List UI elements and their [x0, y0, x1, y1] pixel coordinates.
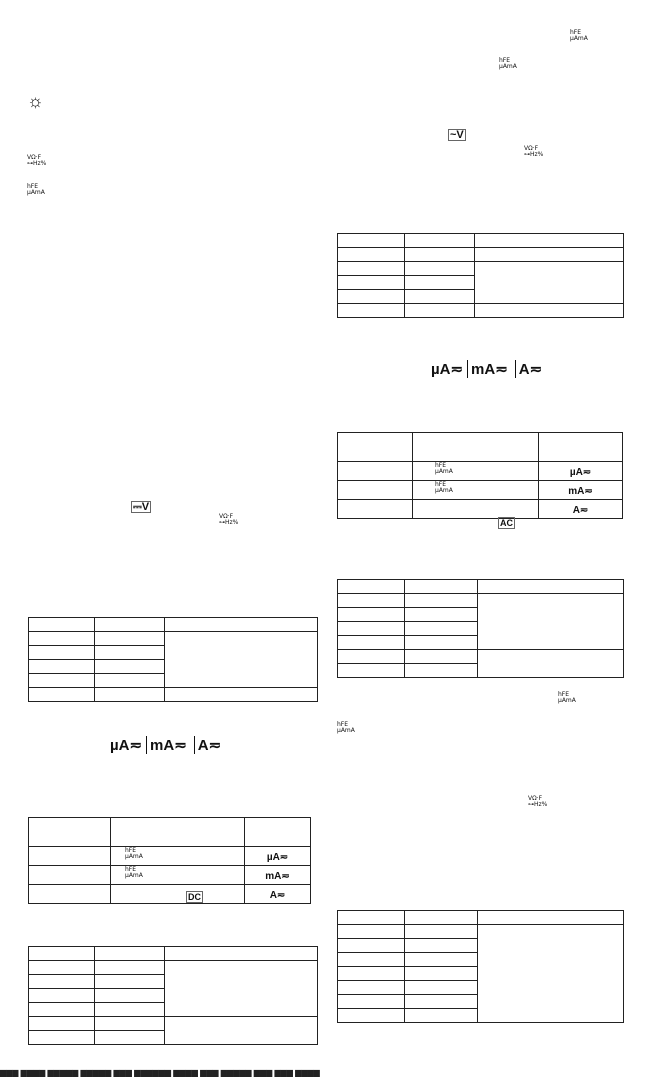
amp-symbol: A≂ — [194, 736, 224, 754]
footer-text: ▆▆▆ ▆▆▆▆ ▆▆▆▆▆ ▆▆▆▆▆ ▆▆▆ ▆▆▆▆▆▆ ▆▆▆▆ ▆▆▆ ▆▆▆▆▆ ▆▆▆ ▆▆▆ ▆▆▆▆ — [0, 1068, 320, 1077]
microamp-symbol: µA≂ — [266, 852, 289, 863]
ac-mode-label: AC — [500, 518, 513, 528]
milliamp-symbol: mA≂ — [467, 360, 511, 378]
hfe-icon — [435, 463, 453, 475]
amp-symbol: A≂ — [515, 360, 545, 378]
hfe-icon-bottom: µAmA — [125, 872, 143, 879]
hfe-icon-bottom: µAmA — [570, 35, 588, 42]
hfe-icon — [558, 692, 576, 704]
hfe-icon-bottom: µAmA — [27, 189, 45, 196]
hfe-icon — [499, 58, 517, 70]
spec-table-3 — [337, 233, 624, 318]
vohz-icon-top: VΩ·F — [524, 145, 539, 152]
spec-table-4 — [337, 579, 624, 678]
hfe-icon-bottom: µAmA — [337, 727, 355, 734]
current-jack-table-2 — [337, 432, 623, 519]
hfe-icon-top: hFE — [499, 57, 511, 64]
vohz-icon-bottom: ⊶Hz% — [219, 519, 239, 526]
dcv-icon — [131, 501, 151, 513]
milliamp-symbol: mA≂ — [146, 736, 190, 754]
hfe-icon-bottom: µAmA — [125, 853, 143, 860]
microamp-symbol: µA≂ — [431, 361, 464, 378]
dc-mode-label: DC — [188, 892, 201, 902]
current-jack-table-1 — [28, 817, 311, 904]
spec-table-2 — [28, 946, 318, 1045]
vohz-icon-bottom: ⊶Hz% — [524, 151, 544, 158]
hfe-icon-bottom: µAmA — [558, 697, 576, 704]
hfe-icon-bottom: µAmA — [499, 63, 517, 70]
vohz-icon — [219, 514, 238, 526]
vohz-icon-bottom: ⊶Hz% — [528, 801, 548, 808]
vohz-icon-bottom: ⊶Hz% — [27, 160, 47, 167]
hfe-icon-bottom: µAmA — [435, 468, 453, 475]
hfe-icon — [125, 867, 143, 879]
hfe-icon-top: hFE — [125, 847, 137, 854]
hfe-icon-top: hFE — [435, 462, 447, 469]
vohz-icon-top: VΩ·F — [219, 513, 234, 520]
amp-symbol: A≂ — [572, 505, 589, 516]
vohz-icon — [528, 796, 547, 808]
vohz-icon-top: VΩ·F — [528, 795, 543, 802]
vohz-icon — [27, 155, 46, 167]
milliamp-symbol: mA≂ — [265, 871, 290, 882]
microamp-symbol: µA≂ — [110, 737, 143, 754]
dcv-icon-label: ⎓V — [133, 501, 150, 513]
current-range-symbols — [110, 736, 224, 754]
hfe-icon-top: hFE — [435, 481, 447, 488]
dc-mode-icon — [186, 891, 203, 903]
spec-table-5 — [337, 910, 624, 1023]
amp-symbol: A≂ — [269, 890, 286, 901]
hfe-icon-top: hFE — [337, 721, 349, 728]
hfe-icon-top: hFE — [27, 183, 39, 190]
spec-table-1 — [28, 617, 318, 702]
microamp-symbol: µA≂ — [569, 467, 592, 478]
hfe-icon — [125, 848, 143, 860]
current-range-symbols — [431, 360, 545, 378]
hfe-icon — [337, 722, 355, 734]
hfe-icon-top: hFE — [558, 691, 570, 698]
milliamp-symbol: mA≂ — [568, 486, 593, 497]
hfe-icon — [27, 184, 45, 196]
acv-icon-label: ~V — [450, 129, 464, 141]
hfe-icon-bottom: µAmA — [435, 487, 453, 494]
ac-mode-icon — [498, 517, 515, 529]
hfe-icon — [570, 30, 588, 42]
hfe-icon-top: hFE — [570, 29, 582, 36]
vohz-icon-top: VΩ·F — [27, 154, 42, 161]
vohz-icon — [524, 146, 543, 158]
hfe-icon — [435, 482, 453, 494]
sun-icon: ☼ — [27, 91, 44, 111]
hfe-icon-top: hFE — [125, 866, 137, 873]
acv-icon — [448, 129, 466, 141]
